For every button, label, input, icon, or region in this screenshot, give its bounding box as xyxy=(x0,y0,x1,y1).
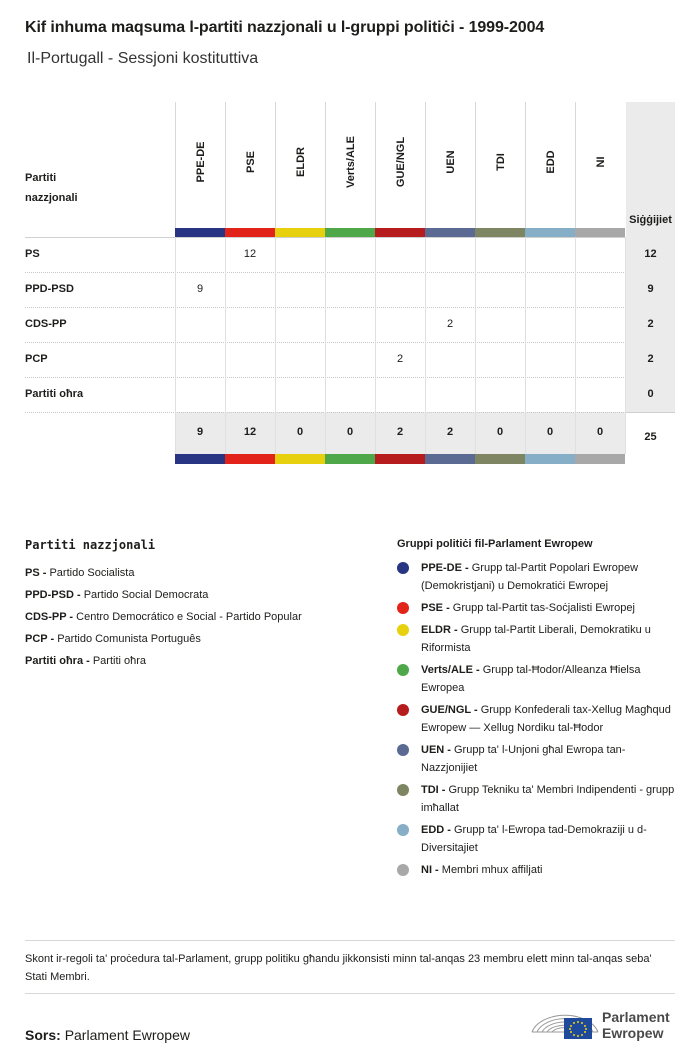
column-header-label: UEN xyxy=(444,150,457,174)
chart-title: Kif inhuma maqsuma l-partiti nazzjonali u l-gruppi politiċi - 1999-2004 xyxy=(25,19,545,36)
legend-group-item xyxy=(397,821,677,857)
row-total: 9 xyxy=(647,283,654,295)
row-total: 0 xyxy=(647,388,654,400)
legend-group-name: Grupp tal-Partit Liberali, Demokratiku u Riformista xyxy=(421,624,651,654)
column-divider xyxy=(425,237,426,454)
source-line xyxy=(25,1027,190,1043)
legend-group-name: Grupp Konfederali tax-Xellug Magħqud Ewropew — Xellug Nordiku tal-Ħodor xyxy=(421,704,671,734)
logo-line-1: Parlament xyxy=(602,1009,670,1025)
row-party-cds-pp: CDS-PP xyxy=(25,318,67,330)
column-header-ni xyxy=(575,102,625,228)
legend-group-name: Grupp tal-Ħodor/Alleanza Ħielsa Ewropea xyxy=(421,664,641,694)
group-total: 0 xyxy=(346,426,354,438)
footnote: Skont ir-regoli ta' proċedura tal-Parlament, grupp politiku għandu jikkonsisti minn tal-anqas 23 membru elett minn tal-anqas seba' Stati Membri. xyxy=(25,953,652,983)
column-divider xyxy=(325,237,326,454)
seat-distribution-table xyxy=(25,102,675,464)
column-divider xyxy=(275,237,276,454)
legend-color-dot-icon xyxy=(397,664,409,676)
logo-wordmark xyxy=(602,1009,670,1041)
color-bar-gue-ngl xyxy=(375,228,425,237)
color-bar-ni xyxy=(575,228,625,237)
legend-national-abbr: CDS-PP - xyxy=(25,611,77,623)
group-total: 2 xyxy=(446,426,454,438)
color-bar-uen xyxy=(425,228,475,237)
legend-national-parties xyxy=(25,538,375,672)
row-total: 12 xyxy=(644,248,657,260)
legend-group-item xyxy=(397,559,677,595)
column-divider xyxy=(575,237,576,454)
column-header-label: PPE-DE xyxy=(194,141,207,183)
legend-national-title: Partiti nazzjonali xyxy=(25,538,156,552)
column-header-label: GUE/NGL xyxy=(394,136,407,188)
legend-group-item xyxy=(397,661,677,697)
legend-national-abbr: PS - xyxy=(25,567,50,579)
legend-group-item xyxy=(397,599,677,617)
color-bar-eldr xyxy=(275,228,325,237)
legend-group-item xyxy=(397,861,677,879)
cell-value: 12 xyxy=(243,248,257,260)
bottom-color-bar-gue-ngl xyxy=(375,454,425,464)
legend-political-groups xyxy=(397,538,677,883)
legend-group-item xyxy=(397,781,677,817)
source-label: Sors: xyxy=(25,1027,61,1043)
bottom-color-bar-verts-ale xyxy=(325,454,375,464)
group-total: 12 xyxy=(243,426,257,438)
legend-national-name: Partido Comunista Português xyxy=(57,633,201,645)
cell-value: 2 xyxy=(396,353,404,365)
column-header-eldr xyxy=(275,102,325,228)
legend-color-dot-icon xyxy=(397,744,409,756)
legend-group-abbr: ELDR - xyxy=(421,624,461,636)
column-divider xyxy=(525,237,526,454)
legend-national-name: Centro Democrático e Social - Partido Popular xyxy=(76,611,302,623)
row-total: 2 xyxy=(647,318,654,330)
cell-value: 9 xyxy=(196,283,204,295)
legend-color-dot-icon xyxy=(397,824,409,836)
legend-color-dot-icon xyxy=(397,864,409,876)
legend-group-name: Grupp tal-Partit Popolari Ewropew (Demokristjani) u Demokratiċi Ewropej xyxy=(421,562,639,592)
legend-national-abbr: Partiti oħra - xyxy=(25,655,93,667)
legend-group-abbr: TDI - xyxy=(421,784,449,796)
column-header-verts-ale xyxy=(325,102,375,228)
legend-national-name: Partiti oħra xyxy=(92,655,147,667)
divider-bottom xyxy=(25,993,675,994)
column-header-label: ELDR xyxy=(294,147,307,177)
legend-national-item xyxy=(25,562,375,584)
column-header-label: Verts/ALE xyxy=(344,136,357,188)
group-total: 2 xyxy=(396,426,404,438)
row-total: 2 xyxy=(647,353,654,365)
legend-national-abbr: PPD-PSD - xyxy=(25,589,84,601)
bottom-color-bar-eldr xyxy=(275,454,325,464)
bottom-color-bar-edd xyxy=(525,454,575,464)
column-header-tdi xyxy=(475,102,525,228)
column-header-pse xyxy=(225,102,275,228)
legend-color-dot-icon xyxy=(397,562,409,574)
group-total: 0 xyxy=(496,426,504,438)
cell-value: 2 xyxy=(446,318,454,330)
legend-groups-title: Gruppi politiċi fil-Parlament Ewropew xyxy=(397,538,593,550)
legend-group-name: Membri mhux affiljati xyxy=(441,864,543,876)
color-bar-pse xyxy=(225,228,275,237)
column-header-label: TDI xyxy=(494,153,507,171)
group-total: 0 xyxy=(546,426,554,438)
group-total: 9 xyxy=(196,426,204,438)
bottom-color-bar-uen xyxy=(425,454,475,464)
legend-group-abbr: EDD - xyxy=(421,824,454,836)
grand-total: 25 xyxy=(644,431,657,443)
color-bar-tdi xyxy=(475,228,525,237)
seats-column-header: Siġġijiet xyxy=(629,214,672,226)
legend-group-abbr: NI - xyxy=(421,864,442,876)
legend-group-abbr: GUE/NGL - xyxy=(421,704,481,716)
row-party-pcp: PCP xyxy=(25,353,48,365)
legend-group-abbr: PSE - xyxy=(421,602,453,614)
legend-group-item xyxy=(397,701,677,737)
column-header-label: PSE xyxy=(244,150,257,174)
party-column-header xyxy=(25,168,85,208)
source-value: Parlament Ewropew xyxy=(64,1027,190,1043)
row-party-ppd-psd: PPD-PSD xyxy=(25,283,74,295)
column-header-uen xyxy=(425,102,475,228)
row-party-ps: PS xyxy=(25,248,40,260)
column-header-gue-ngl xyxy=(375,102,425,228)
legend-group-name: Grupp tal-Partit tas-Soċjalisti Ewropej xyxy=(452,602,635,614)
group-total: 0 xyxy=(596,426,604,438)
legend-color-dot-icon xyxy=(397,624,409,636)
legend-national-item xyxy=(25,606,375,628)
bottom-color-bar-ppe-de xyxy=(175,454,225,464)
logo-line-2: Ewropew xyxy=(602,1025,664,1041)
legend-national-item xyxy=(25,584,375,606)
legend-group-abbr: Verts/ALE - xyxy=(421,664,483,676)
legend-national-item xyxy=(25,650,375,672)
color-bar-edd xyxy=(525,228,575,237)
bottom-color-bar-tdi xyxy=(475,454,525,464)
row-party-partiti-o-ra: Partiti oħra xyxy=(25,388,84,400)
group-total: 0 xyxy=(296,426,304,438)
legend-national-name: Partido Social Democrata xyxy=(83,589,209,601)
bottom-color-bar-pse xyxy=(225,454,275,464)
legend-color-dot-icon xyxy=(397,704,409,716)
color-bar-verts-ale xyxy=(325,228,375,237)
column-divider xyxy=(175,237,176,454)
legend-group-abbr: PPE-DE - xyxy=(421,562,472,574)
column-divider xyxy=(375,237,376,454)
legend-national-item xyxy=(25,628,375,650)
column-header-ppe-de xyxy=(175,102,225,228)
column-header-label: EDD xyxy=(544,150,557,174)
legend-national-abbr: PCP - xyxy=(25,633,58,645)
column-header-edd xyxy=(525,102,575,228)
legend-color-dot-icon xyxy=(397,602,409,614)
legend-national-name: Partido Socialista xyxy=(49,567,135,579)
legend-group-name: Grupp ta' l-Unjoni għal Ewropa tan-Nazzjonijiet xyxy=(421,744,626,774)
legend-group-name: Grupp ta' l-Ewropa tad-Demokraziji u d-Diversitajiet xyxy=(421,824,647,854)
column-divider xyxy=(475,237,476,454)
legend-group-item xyxy=(397,621,677,657)
legend-group-abbr: UEN - xyxy=(421,744,454,756)
column-divider xyxy=(225,237,226,454)
chart-subtitle: Il-Portugall - Sessjoni kostituttiva xyxy=(27,50,259,67)
party-column-header-label: Partiti nazzjonali xyxy=(25,172,78,204)
bottom-color-bar-ni xyxy=(575,454,625,464)
divider-top xyxy=(25,940,675,941)
column-header-label: NI xyxy=(594,156,607,168)
legend-group-item xyxy=(397,741,677,777)
color-bar-ppe-de xyxy=(175,228,225,237)
legend-color-dot-icon xyxy=(397,784,409,796)
legend-group-name: Grupp Tekniku ta' Membri Indipendenti - grupp imħallat xyxy=(421,784,675,814)
